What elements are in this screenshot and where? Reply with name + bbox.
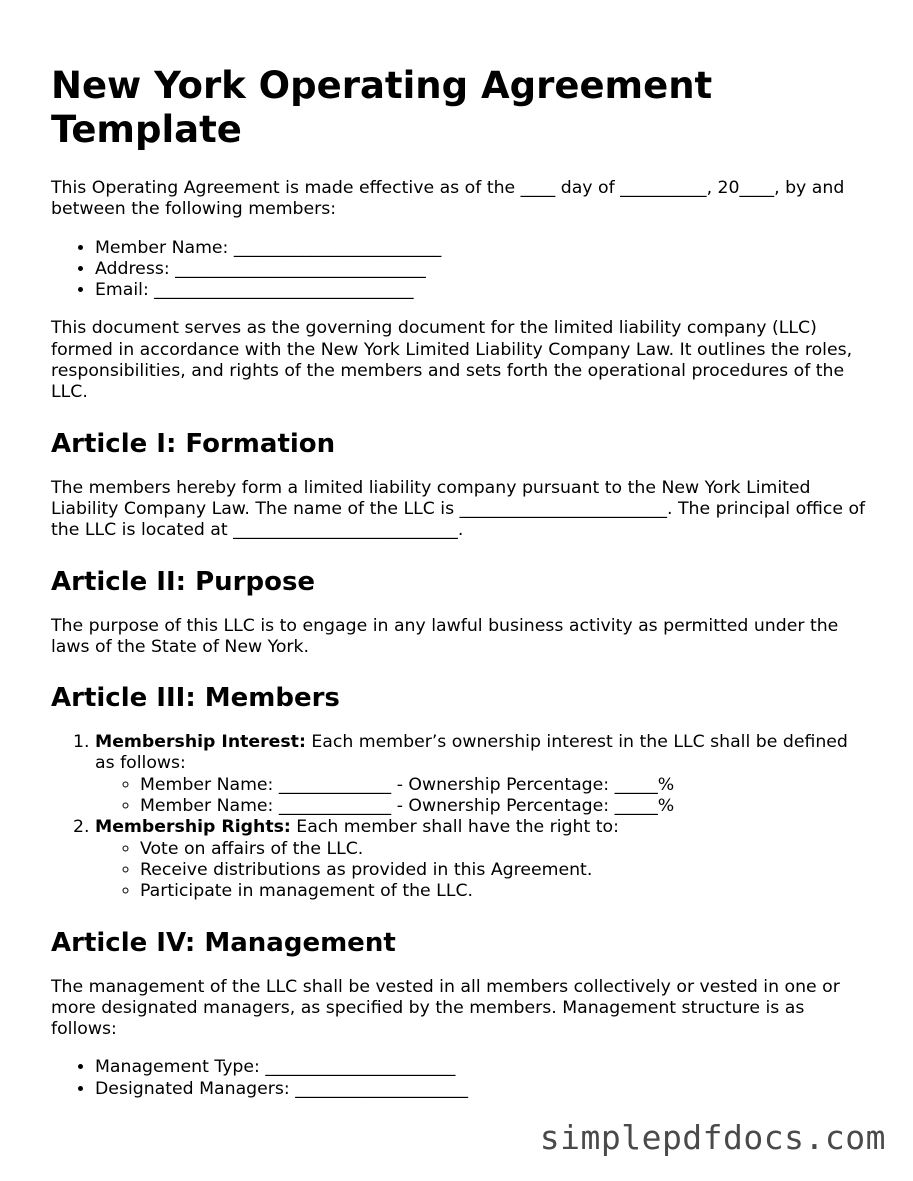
list-item: • Designated Managers: ____________________	[95, 1079, 871, 1100]
article-4-heading: Article IV: Management	[51, 927, 396, 958]
list-item: • Email: ______________________________	[95, 280, 871, 301]
article-4-text: The management of the LLC shall be vested in all members collectively or vested in one or more designated managers, as specified by the members. Management structure is as follows:	[51, 976, 840, 1040]
article-3-heading: Article III: Members	[51, 683, 340, 714]
article-2-text: The purpose of this LLC is to engage in any lawful business activity as permitted under the laws of the State of New York.	[51, 615, 839, 657]
list-item: • Address: _____________________________	[95, 259, 871, 280]
list-item	[95, 817, 871, 902]
list-item: • Management Type: ______________________	[95, 1057, 871, 1078]
document-title: New York Operating Agreement Template	[51, 64, 713, 151]
list-item: • Member Name: ________________________	[95, 238, 871, 259]
article-1-heading: Article I: Formation	[51, 428, 336, 459]
list-item: ◦ Member Name: _____________ - Ownership Percentage: _____%	[140, 796, 871, 817]
management-fields-list	[51, 1057, 871, 1100]
item-label: Membership Interest:	[95, 732, 306, 753]
list-item: ◦ Participate in management of the LLC.	[140, 881, 871, 902]
item-label: Membership Rights:	[95, 817, 291, 838]
sub-list	[95, 775, 871, 818]
article-1-text: The members hereby form a limited liability company pursuant to the New York Limited Liability Company Law. The name of the LLC is ________________________. The principal office of the LLC is located at __________________________.	[51, 477, 866, 541]
member-fields-list	[51, 238, 871, 302]
item-text: Each member shall have the right to:	[290, 817, 619, 838]
list-item: ◦ Vote on affairs of the LLC.	[140, 839, 871, 860]
list-item	[95, 732, 871, 817]
members-list	[51, 732, 871, 902]
list-item: ◦ Member Name: _____________ - Ownership Percentage: _____%	[140, 775, 871, 796]
document-page	[51, 64, 871, 1117]
item-text: Each member’s ownership interest in the LLC shall be defined as follows:	[95, 732, 848, 774]
list-item: ◦ Receive distributions as provided in this Agreement.	[140, 860, 871, 881]
watermark: simplepdfdocs.com	[539, 1118, 886, 1157]
governing-paragraph: This document serves as the governing document for the limited liability company (LLC) formed in accordance with the New York Limited Liability Company Law. It outlines the roles, responsibilities, and rights of the members and sets forth the operational procedures of the LLC.	[51, 318, 853, 403]
intro-paragraph: This Operating Agreement is made effective as of the ____ day of __________, 20____, by and between the following members:	[51, 178, 845, 220]
article-2-heading: Article II: Purpose	[51, 566, 316, 597]
sub-list	[95, 839, 871, 903]
